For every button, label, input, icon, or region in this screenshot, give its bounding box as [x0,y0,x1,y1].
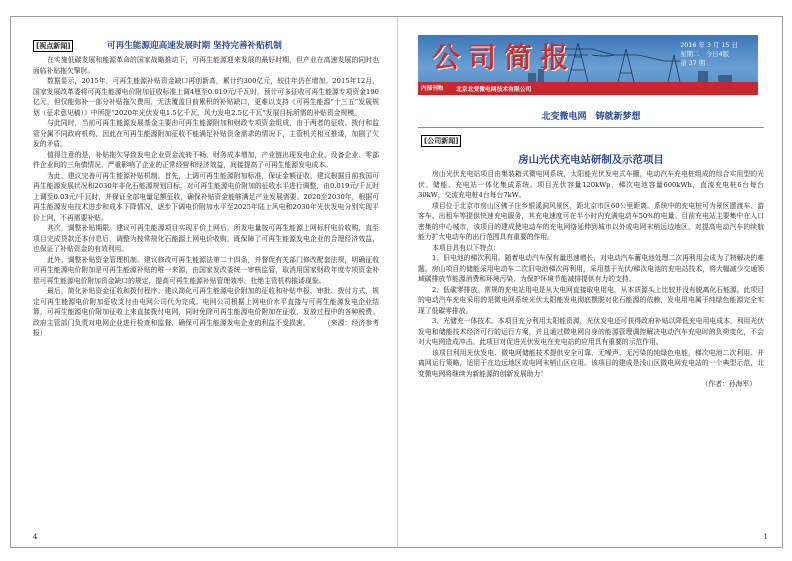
left-paragraph: 最后，简化补贴资金征收和拨付程序。建议简化可再生能源电价附加的征收和补贴申报、审批、拨付方式，规定可再生能源电价附加征收支付由电网公司代为完成。电网公司根据上网电价水平直接与可再生能源发电企业结算，可再生能源电价附加征收上来直接拨付电网，同时免除可再生能源电价附加在征收、发放过程中的各种税费。政府主管部门负责对电网企业进行检查和监督，确保可再生能源发电企业的利益不受损害。 （来源：经济参考报） [33,287,379,337]
right-paragraph: 本项目具有以下特点： [432,243,500,252]
issue-date: 2016 年 3 月 15 日 [680,41,738,49]
issue-weekday: 星期二 今日4版 [680,50,730,58]
right-article-headline: 房山光伏充电站研制及示范项目 [518,154,664,166]
left-page-number: 4 [33,533,38,541]
masthead [418,35,758,95]
section-slogan: 北变微电网 铸就新梦想 [541,112,641,122]
right-page-number: 1 [763,533,768,541]
issue-number: 第 37 期 [680,59,706,67]
left-article-title: 可再生能源迎高速发展时期 坚持完善补贴机制 [107,41,282,51]
left-article-body [33,55,379,530]
document-spread [10,16,783,548]
right-paragraph: 3、光储充一体技术。本项目充分利用太阳能资源，光伏发电还可获得政府补贴以降低充电用电成本，利用光伏发电和储能技术经济可行的运行方案，并且通过微电网自身的能源管理调控解决电动汽车充电时的负荷变化，不会对大电网造成冲击。此项目对促进光伏发电在充电站的应用具有重要的示范作用。 [418,317,764,346]
issue-info [680,41,738,68]
right-article-body [418,169,764,542]
left-paragraph: 为此，建议完善可再生能源补贴机制。首先，上调可再生能源附加标准，保证金额征收。建议根据目前我国可再生能源发展状况和2030年非化石能源规划目标，对可再生能源电价附加的征收水平进行调整，由0.019元/千瓦时上调至0.03元/千瓦时，并保证全部电量足额征收，确保补贴资金能够满足产业发展需要。2020至2030年，根据可再生能源发电技术进步和成本下降情况，逐步下调电价附加水平至2025年陆上风电和2030年光伏发电分别实现平价上网，不再需要补贴。 [33,171,379,222]
internal-publication-label: 内部刊物 [421,86,444,92]
left-paragraph: 在实施低碳发展和能源革命的国家战略推动下，可再生能源迎来发展的最好时期，但产业在高速发展的同时也面临补贴拖欠掣肘。 [33,56,379,75]
left-paragraph: 值得注意的是，补贴拖欠导致发电企业资金流转不畅、财务成本增加，产业链出现发电企业、设备企业、零部件企业间的三角债情况，严重影响了企业的正常经营和经济效益，间接提高了可再生能源发电成本。 [33,150,379,169]
right-paragraph: 该项目利用光伏发电、微电网储能技术提供安全可靠、无噪声、无污染的纯绿色电能，梯次电池二次利用、并离网运行策略，适用于在边远地区或电网末梢山区应用。该项目的建成是浅山区微电网充电站的一个典型示范，北变微电网将继续为新能源的创新发展助力！ [418,348,764,378]
right-paragraph: 1、旧电池的梯次利用。随着电动汽车保有量迅速增长，对电动汽车蓄电池处理二次再利用会成为了特解决的难题。房山项目的储能采用电动车二次旧电池梯次再利用，采用基于光伏/梯次电池的充电站技术，将大幅减少交通领域碳排放节能源消费和环境污染，为保护环境节能减排提供有力的支持。 [418,254,764,283]
company-news-badge: [公司新闻] [421,135,461,147]
publisher-name: 北京北变微电网技术有限公司 [456,87,532,93]
left-article-header [33,39,383,53]
slogan-rule [418,127,764,128]
left-page [11,17,397,547]
masthead-strip [418,82,758,95]
left-paragraph: 其次，调整补贴期限。建议可再生能源项目实现平价上网后，所发电量按可再生能源上网标杆电价收购，直至项目完成贷款还本付息后，调整为按常规化石能源上网电价收购，既保障了可再生能源发电企业的合理经济效益，也保证了补贴资金的有效利用。 [33,224,379,253]
article-author: （作者：孙海军） [701,380,756,388]
newsletter-brand-title: 公司简报 [432,41,577,74]
right-paragraph: 房山光伏充电站项目由集装箱式微电网系统，太阳能光伏发电式车棚，电动汽车充电桩组成的综合实用型的光伏、储能、充电站一体化集成系统。项目光伏容量120kWp，梯次电池容量600kWh，直流充电桩6台每台30kW，交流充电桩4台每台7kW。 [418,170,764,199]
right-paragraph: 2、低碳零排放。常规的充电站用电是从大电网直接取电用电，从本质源头上比较并没有脱离化石能源。此项目的电动汽车充电采用的是微电网系统光伏太阳能发电彻底摆脱对化石能源的依赖，发电用电属于纯绿色能源完全实现了低碳零排放。 [418,285,764,315]
left-paragraph: 数据显示，2015年，可再生能源补贴资金缺口再创新高，累计约300亿元，较往年仍在增加。2015年12月，国家发展改革委将可再生能源电价附加征收标准上调4厘至0.019元/千瓦时，预计可多征收可再生能源专项资金190亿元，但仅能弥补一部分补贴拖欠费用，无法覆盖目前累积的补贴缺口，更难以支持《可再生能源“十三五”发展规划（征求意见稿）》中所提“2020年光伏发电1.5亿千瓦，风力发电2.5亿千瓦”发展目标所需的补贴资金规模。 [33,77,379,117]
viewpoint-news-badge: [视点新闻] [33,40,73,52]
left-paragraph: 此外，调整补贴资金管理机制。建议修改可再生能源法第二十四条，并督促有关部门修改配套法规，明确征收可再生能源电价附加是可再生能源补贴的唯一来源，由国家发改委统一审核监管，取消用国家财政年度专项资金补偿可再生能源电价附加资金缺口的规定，提高可再生能源补贴管理效率，杜绝主管机构推诿现象。 [33,255,379,285]
left-paragraph: 与此同时，当前可再生能源发展基金主要由可再生能源附加和财政专项资金组成，由于两者的征收、拨付和监管分属不同政府机构，因此在可再生能源附加征收不能满足补贴资金需求的情况下，主管机关相互推诿，加剧了欠发的矛盾。 [33,119,379,148]
right-page [397,17,782,547]
right-paragraph: 项目位于北京市房山区佛子庄乡银溪洞风景区，距北京市区60公里距离。系统中的充电桩可为景区摆渡车、游客车、出租车等提供快速充电服务，其充电速度可在半小时内充满电动车50%的电量。目前充电站主要集中在人口密集的中心城市，该项目的建成使电动车的充电网络延伸到城市以外或电网末梢远边地区，对提高电动汽车的续航能力扩大电动车的出行范围具有重要的作用。 [418,201,764,241]
